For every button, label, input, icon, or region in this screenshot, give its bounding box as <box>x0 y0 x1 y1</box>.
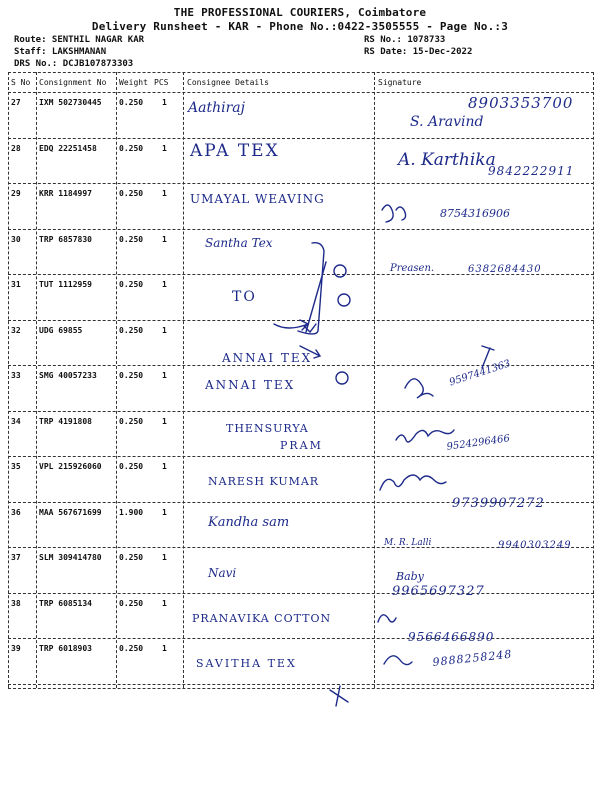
row-weight: 0.250 <box>119 325 144 335</box>
row-consignment-no: EDQ 22251458 <box>39 143 97 153</box>
row-sno: 39 <box>11 644 21 653</box>
handwritten-phone: 8903353700 <box>468 94 574 112</box>
col-header-signature: Signature <box>378 78 422 87</box>
row-weight: 0.250 <box>119 644 144 653</box>
handwritten-phone: 9566466890 <box>408 630 495 644</box>
row-consignment-no: KRR 1184997 <box>39 189 92 198</box>
company-title: THE PROFESSIONAL COURIERS, Coimbatore <box>173 6 427 19</box>
row-divider <box>8 229 594 230</box>
col-header-consignee: Consignee Details <box>187 78 269 87</box>
row-sno: 38 <box>11 598 21 608</box>
row-consignment-no: VPL 215926060 <box>39 462 102 471</box>
row-sno: 30 <box>11 234 21 244</box>
row-sno: 31 <box>11 280 21 289</box>
handwritten-signature: S. Aravind <box>410 114 484 130</box>
row-divider <box>8 183 594 184</box>
handwritten-phone: 9524296466 <box>446 433 511 453</box>
row-sno: 36 <box>11 507 21 517</box>
row-pcs: 1 <box>162 553 167 562</box>
row-divider <box>8 638 594 639</box>
handwritten-consignee: Santha Tex <box>205 236 273 250</box>
row-sno: 35 <box>11 462 21 471</box>
row-consignment-no: TRP 4191808 <box>39 416 92 426</box>
stray-mark <box>330 686 348 706</box>
row-sno: 32 <box>11 325 21 335</box>
col-header-sno: S No <box>11 78 31 87</box>
handwritten-consignee: NARESH KUMAR <box>208 475 320 488</box>
row-consignment-no: TRP 6018903 <box>39 644 92 653</box>
col-divider <box>8 72 9 688</box>
handwritten-signature: Preasen. <box>390 263 435 274</box>
handwritten-consignee: Aathiraj <box>188 100 245 116</box>
handwritten-consignee-line2: PRAM <box>280 439 323 452</box>
row-weight: 0.250 <box>119 189 144 198</box>
col-header-consignment: Consignment No <box>39 78 107 87</box>
row-sno: 28 <box>11 143 21 153</box>
row-sno: 37 <box>11 553 21 562</box>
row-pcs: 1 <box>162 98 167 107</box>
handwritten-consignee: ANNAI TEX <box>222 351 313 365</box>
col-divider <box>116 72 117 688</box>
handwritten-consignee: ANNAI TEX <box>205 378 296 392</box>
handwritten-signature: M. R. Lalli <box>384 538 432 548</box>
table-border-top <box>8 72 594 73</box>
row-pcs: 1 <box>162 507 167 517</box>
row-weight: 1.900 <box>119 507 144 517</box>
row-weight: 0.250 <box>119 98 144 107</box>
table-border-bottom <box>8 688 594 689</box>
row-consignment-no: TRP 6085134 <box>39 598 92 608</box>
handwritten-signature: A. Karthika <box>398 150 496 170</box>
handwritten-note: TO <box>232 289 257 305</box>
row-pcs: 1 <box>162 371 167 380</box>
handwritten-signature: Baby <box>396 570 424 583</box>
row-consignment-no: TUT 1112959 <box>39 280 92 289</box>
row-consignment-no: MAA 567671699 <box>39 507 102 517</box>
row-weight: 0.250 <box>119 598 144 608</box>
handwritten-phone: 9842222911 <box>488 164 575 178</box>
row-pcs: 1 <box>162 143 167 153</box>
row-weight: 0.250 <box>119 143 144 153</box>
handwritten-phone: 9597441363 <box>448 358 512 389</box>
row-sno: 33 <box>11 371 21 380</box>
handwritten-consignee: SAVITHA TEX <box>196 657 297 670</box>
row-pcs: 1 <box>162 416 167 426</box>
row-weight: 0.250 <box>119 234 144 244</box>
row-pcs: 1 <box>162 644 167 653</box>
handwritten-phone: 9965697327 <box>392 584 485 599</box>
row-consignment-no: SMG 40057233 <box>39 371 97 380</box>
row-pcs: 1 <box>162 234 167 244</box>
handwritten-phone: 8754316906 <box>440 207 510 220</box>
col-divider <box>374 72 375 688</box>
row-divider <box>8 593 594 594</box>
col-header-weight: Weight <box>119 78 148 87</box>
col-header-pcs: PCS <box>154 78 169 87</box>
row-sno: 29 <box>11 189 21 198</box>
row-consignment-no: IXM 502730445 <box>39 98 102 107</box>
row-weight: 0.250 <box>119 416 144 426</box>
col-divider <box>183 72 184 688</box>
handwritten-consignee: THENSURYA <box>226 422 309 435</box>
row-weight: 0.250 <box>119 462 144 471</box>
row-weight: 0.250 <box>119 280 144 289</box>
handwritten-phone: 9940303249 <box>498 540 572 551</box>
handwritten-consignee: UMAYAL WEAVING <box>190 192 325 206</box>
handwritten-consignee: APA TEX <box>190 141 280 161</box>
row-pcs: 1 <box>162 598 167 608</box>
row-consignment-no: UDG 69855 <box>39 325 83 335</box>
handwritten-consignee: Navi <box>208 566 237 580</box>
row-pcs: 1 <box>162 462 167 471</box>
handwritten-consignee: Kandha sam <box>208 515 290 530</box>
row-divider <box>8 320 594 321</box>
row-weight: 0.250 <box>119 371 144 380</box>
row-divider <box>8 138 594 139</box>
col-divider <box>593 72 594 688</box>
rs-date: RS Date: 15-Dec-2022 <box>364 47 473 57</box>
row-pcs: 1 <box>162 189 167 198</box>
row-sno: 34 <box>11 416 21 426</box>
row-divider <box>8 684 594 685</box>
handwritten-phone: 9739907272 <box>452 496 545 511</box>
route-label: Route: SENTHIL NAGAR KAR <box>14 35 145 45</box>
row-pcs: 1 <box>162 280 167 289</box>
handwritten-phone: 9888258248 <box>432 647 513 669</box>
row-weight: 0.250 <box>119 553 144 562</box>
row-pcs: 1 <box>162 325 167 335</box>
staff-label: Staff: LAKSHMANAN <box>14 47 107 57</box>
rs-number: RS No.: 1078733 <box>364 35 446 45</box>
row-divider <box>8 411 594 412</box>
row-sno: 27 <box>11 98 21 107</box>
row-consignment-no: TRP 6857830 <box>39 234 92 244</box>
handwritten-phone: 6382684430 <box>468 264 542 275</box>
row-consignment-no: SLM 309414780 <box>39 553 102 562</box>
header-divider <box>8 92 594 93</box>
handwritten-consignee: PRANAVIKA COTTON <box>192 612 332 625</box>
drs-label: DRS No.: DCJB107873303 <box>14 59 134 69</box>
row-divider <box>8 456 594 457</box>
col-divider <box>36 72 37 688</box>
runsheet-title: Delivery Runsheet - KAR - Phone No.:0422-3505555 - Page No.:3 <box>91 20 509 33</box>
